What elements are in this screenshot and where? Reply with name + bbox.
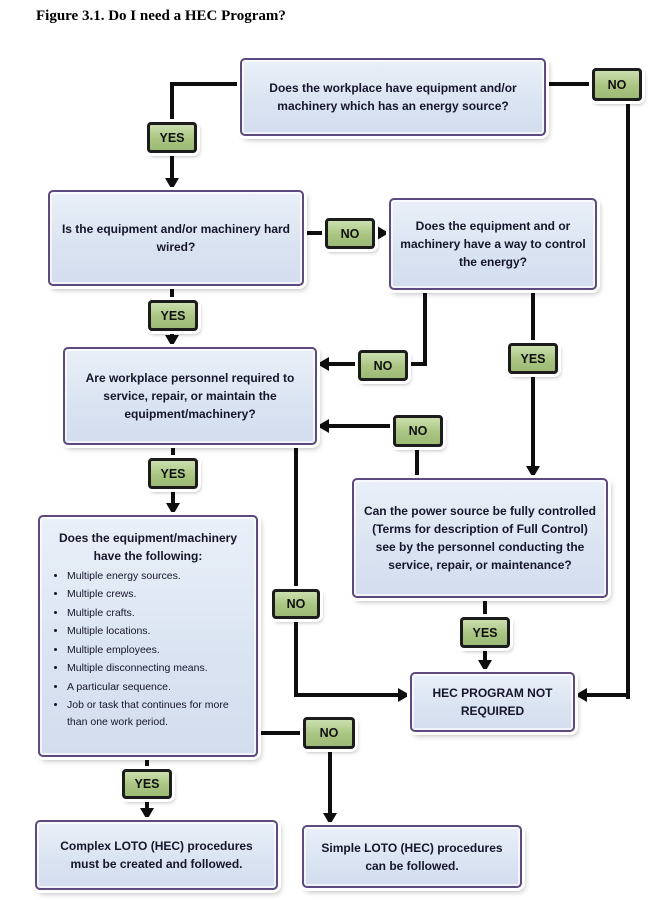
decision-full-control-box xyxy=(352,478,608,598)
connector-line xyxy=(170,82,242,86)
connector-line xyxy=(585,693,630,697)
outcome-simple-loto-box xyxy=(302,825,522,888)
list-item: • Multiple energy sources. xyxy=(67,568,247,585)
arrowhead-down xyxy=(478,660,492,672)
arrowhead-down xyxy=(166,503,180,515)
outcome-complex-loto-text: Complex LOTO (HEC) procedures must be created and followed. xyxy=(60,839,253,871)
connector-line xyxy=(546,82,594,86)
outcome-simple-loto-text: Simple LOTO (HEC) procedures can be followed. xyxy=(321,840,503,873)
outcome-complex-loto-box xyxy=(35,820,278,890)
label-no-to-personnel-service-lower: NO xyxy=(393,415,443,447)
outcome-hec-not-required-text: HEC PROGRAM NOT REQUIRED xyxy=(432,686,553,718)
arrowhead-right xyxy=(377,226,389,240)
connector-line xyxy=(294,445,298,697)
decision-control-energy-box xyxy=(389,198,597,290)
arrowhead-down xyxy=(165,335,179,347)
list-item: • Multiple crews. xyxy=(67,586,247,603)
connector-line xyxy=(423,290,427,366)
decision-control-energy-text: Does the equipment and or machinery have a way to control the energy? xyxy=(400,219,586,269)
arrowhead-left xyxy=(575,688,587,702)
decision-energy-source-text: Does the workplace have equipment and/or machinery which has an energy source? xyxy=(269,81,517,113)
decision-hard-wired-text: Is the equipment and/or machinery hard wired? xyxy=(61,222,291,254)
connector-line xyxy=(294,693,400,697)
list-item: • A particular sequence. xyxy=(67,679,247,696)
arrowhead-down xyxy=(323,813,337,825)
decision-energy-source-box xyxy=(240,58,546,136)
list-item: • Multiple disconnecting means. xyxy=(67,660,247,677)
label-no-to-control-energy: NO xyxy=(325,218,375,249)
label-yes-to-full-control: YES xyxy=(508,343,558,374)
arrowhead-down xyxy=(140,808,154,820)
complexity-factors-heading: Does the equipment/machinery have the following: xyxy=(58,531,238,563)
label-no-to-personnel-service-upper: NO xyxy=(358,350,408,381)
label-no-to-simple-loto: NO xyxy=(303,717,355,749)
decision-personnel-service-box xyxy=(63,347,317,445)
label-yes-to-complexity-factors: YES xyxy=(148,458,198,489)
list-item: • Multiple crafts. xyxy=(67,605,247,622)
list-item: • Multiple locations. xyxy=(67,623,247,640)
list-item: • Multiple employees. xyxy=(67,642,247,659)
complexity-factors-list xyxy=(49,568,247,733)
connector-line xyxy=(626,98,630,699)
arrowhead-left xyxy=(317,357,329,371)
arrowhead-down xyxy=(526,466,540,478)
outcome-hec-not-required-box xyxy=(410,672,575,732)
label-yes-to-hard-wired: YES xyxy=(147,122,197,153)
label-yes-to-personnel-service: YES xyxy=(148,300,198,331)
decision-complexity-factors-box xyxy=(38,515,258,757)
figure-title: Figure 3.1. Do I need a HEC Program? xyxy=(36,8,286,24)
list-item: • Job or task that continues for more than one work period. xyxy=(67,697,247,732)
decision-personnel-service-text: Are workplace personnel required to service, repair, or maintain the equipment/machinery? xyxy=(85,371,295,421)
arrowhead-down xyxy=(165,178,179,190)
label-no-to-hec-not-required: NO xyxy=(592,68,642,101)
label-no-to-hec-not-required-middle: NO xyxy=(272,589,320,619)
label-yes-to-complex-loto: YES xyxy=(122,769,172,799)
connector-line xyxy=(531,290,535,470)
label-yes-to-hec-not-required: YES xyxy=(460,617,510,648)
arrowhead-left xyxy=(317,419,329,433)
decision-hard-wired-box xyxy=(48,190,304,286)
decision-full-control-text: Can the power source be fully controlled (Terms for description of Full Control) see by the personnel conducting the service, repair, or maintenance? xyxy=(363,504,597,572)
arrowhead-right xyxy=(398,688,410,702)
